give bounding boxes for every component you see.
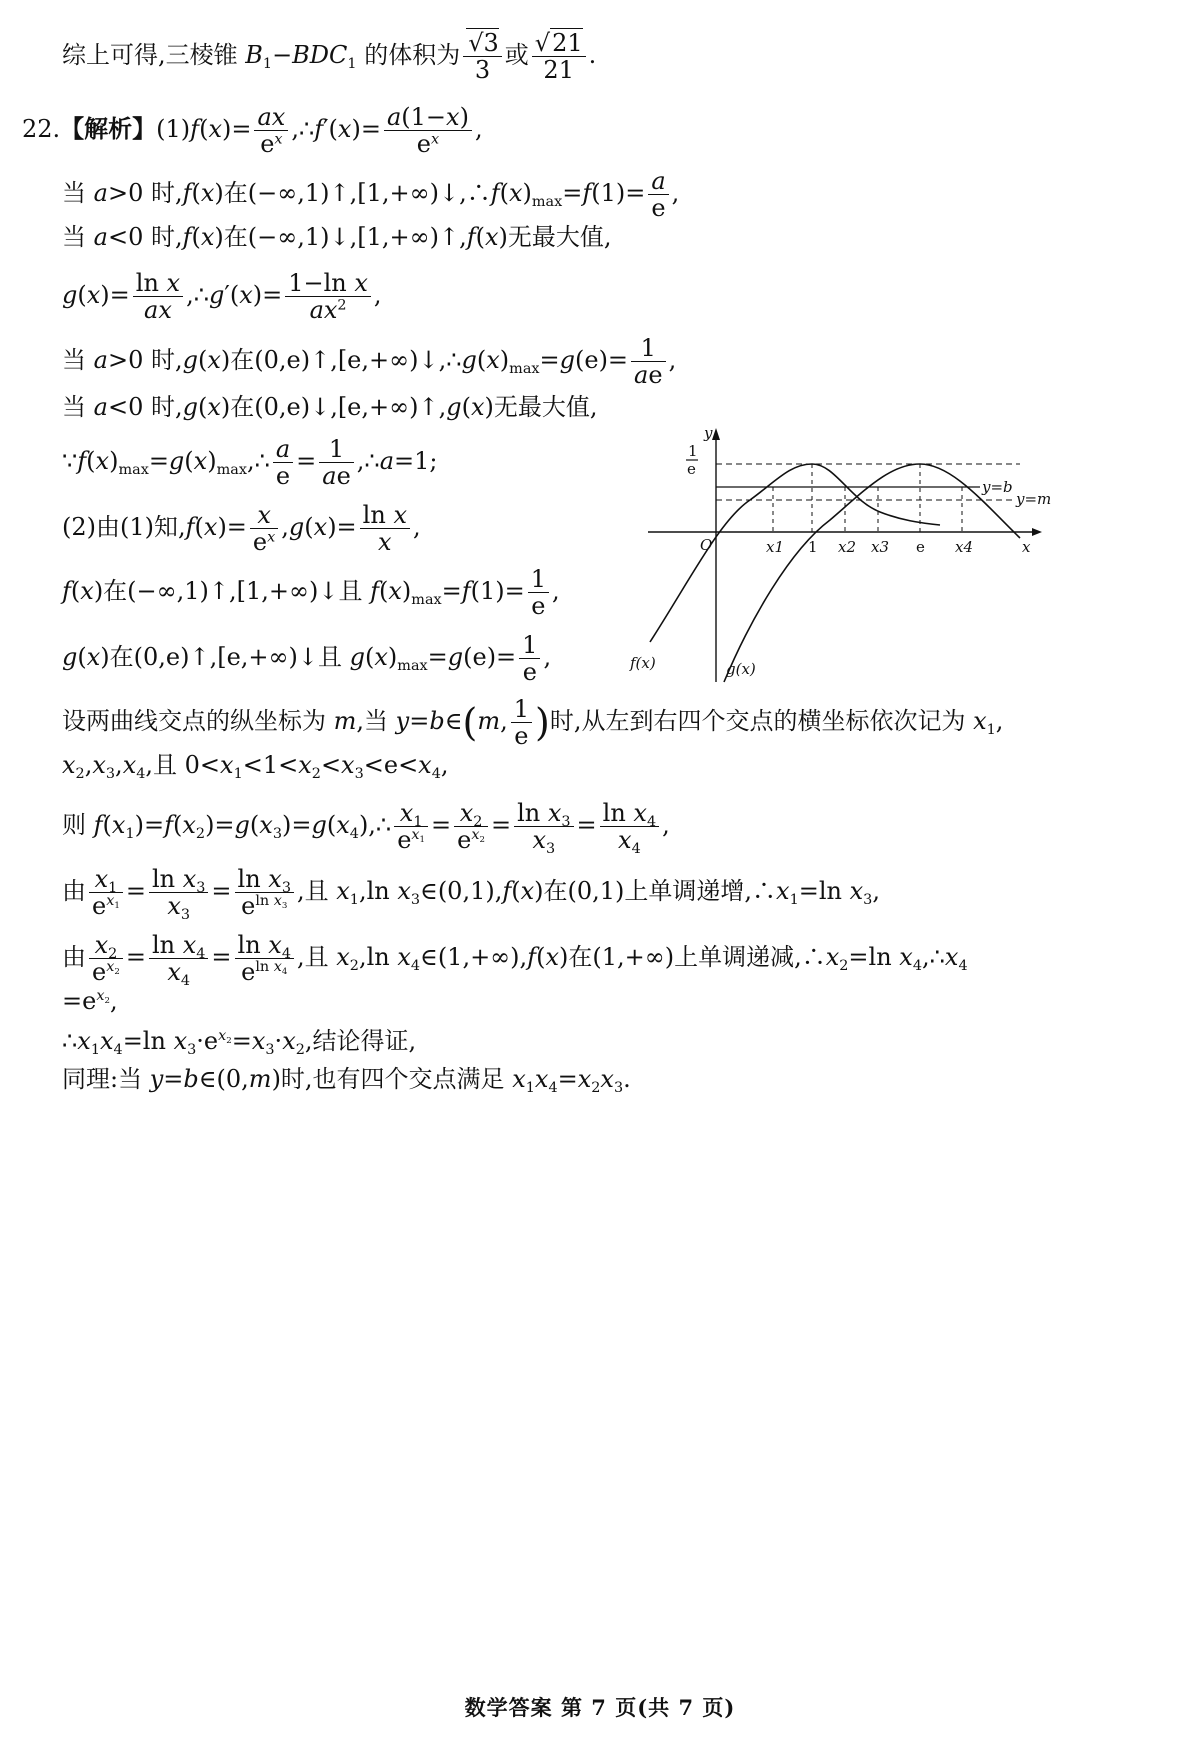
text-line: $\therefore x_1x_4=\ln$ $x_3\cdot e^{x_2}=x_3\cdot x_2$,结论得证,	[62, 1027, 417, 1059]
y-tick-num: 1	[688, 442, 698, 460]
y-axis-label: y	[704, 424, 713, 442]
label-y-m: y=m	[1016, 490, 1052, 508]
curve-g	[724, 464, 1020, 682]
text-line: (2)由(1)知,f(x)= $\frac{x}{e^x}$ ,g(x)= $\frac{\text{ln x}}{x}$ ,	[62, 501, 421, 556]
text-line: 同理:当 y=b∈(0,m)时,也有四个交点满足 $x_1x_4=x_2x_3$.	[62, 1065, 631, 1097]
text-line: 由 $\frac{x_2}{e^{x_2}}$ = $\frac{\ln x_4}{x_4}$ = $\frac{\ln x_4}{e^{ln x_4}}$ ,且 $x_2,\ln$ $x_4\in(1,+\infty),f(x)$在(1,+∞)上单调递减$,\therefore x_2=\ln$ $x_4,\therefore x_4$	[62, 931, 968, 990]
text-line: $=e^{x_2}$,	[62, 987, 118, 1015]
tick-one: 1	[808, 538, 818, 556]
text-line: 由 $\frac{x_1}{e^{x_1}}$ = $\frac{\ln x_3}{x_3}$ = $\frac{\ln x_3}{e^{ln x_3}}$ ,且 $x_1,\ln$ $x_3\in(0,1),f(x)$在(0,1)上单调递增$,\therefore x_1=\ln$ $x_3$,	[62, 865, 880, 924]
label-f: f(x)	[630, 654, 656, 672]
x-axis-arrow	[1032, 528, 1042, 536]
text-line: 设两曲线交点的纵坐标为 m,当 y=b∈(m, $\frac{1}{e}$ )时,从左到右四个交点的横坐标依次记为 $x_1$,	[62, 695, 1004, 750]
label-y-b: y=b	[982, 478, 1013, 496]
text-line: 当 a<0 时,f(x)在(−∞,1)↓,[1,+∞)↑,f(x)无最大值,	[62, 223, 612, 251]
text-line: 综上可得,三棱锥 $B_1-BDC_1$ 的体积为 $\frac{√3}{3}$ 或 $\frac{√21}{21}$ .	[62, 29, 597, 84]
text-line: $x_2,x_3,x_4$,且 $0<x_1<1<x_2<x_3<e<x_4$,	[62, 751, 449, 783]
label-g: g(x)	[726, 660, 756, 678]
text-line: g(x)= $\frac{\text{ln x}}{ax}$ ,∴g′(x)= $\frac{\text{1−ln x}}{ax^2}$ ,	[62, 269, 382, 324]
tick-x2: x2	[838, 538, 857, 556]
page-footer: 数学答案 第 7 页(共 7 页)	[464, 1695, 736, 1720]
text-line: $\because f(x)_{max}=g(x)_{max},\therefore$ $\frac{a}{e}$ = $\frac{1}{ae}$ ,∴a=1;	[62, 435, 438, 490]
origin-label: O	[700, 536, 713, 554]
tick-e: e	[916, 538, 925, 556]
x-axis-label: x	[1022, 538, 1031, 556]
tick-x3: x3	[871, 538, 890, 556]
text-line: 当 a>0 时,g(x)在$(0,e)↑,[e,+\infty)↓,\therefore g(x)_{max}=g(e)=$ $\frac{1}{ae}$ ,	[62, 334, 677, 389]
text-line: g(x)在(0,e)↑,[e,+∞)↓且 $g(x)_{max}=g(e)=$ $\frac{1}{e}$ ,	[62, 631, 552, 686]
y-tick-den: e	[687, 460, 696, 478]
tick-x1: x1	[766, 538, 785, 556]
y-axis-arrow	[712, 428, 720, 440]
curve-f	[650, 464, 940, 642]
text-line: 22.【解析】(1)f(x)= $\frac{ax}{e^x}$ ,∴f′(x)= $\frac{a(1-x)}{e^x}$ ,	[22, 103, 483, 158]
text-line: f(x)在(−∞,1)↑,[1,+∞)↓且 $f(x)_{max}=f(1)=$ $\frac{1}{e}$ ,	[62, 565, 560, 620]
tick-x4: x4	[955, 538, 974, 556]
text-line: 当 a<0 时,g(x)在(0,e)↓,[e,+∞)↑,g(x)无最大值,	[62, 393, 598, 421]
text-line: 则 $f(x_1)=f(x_2)=g(x_3)=g(x_4),\therefore$ $\frac{x_1}{e^{x_1}}$ = $\frac{x_2}{e^{x_2}}$ = $\frac{\ln x_3}{x_3}$ = $\frac{\ln x_4}{x_4}$ ,	[62, 799, 670, 858]
function-graph	[630, 420, 1060, 690]
text-line: 当 a>0 时,f(x)在$(-\infty,1)↑,[1,+\infty)↓,\therefore f(x)_{max}=f(1)=$ $\frac{a}{e}$ ,	[62, 167, 680, 222]
